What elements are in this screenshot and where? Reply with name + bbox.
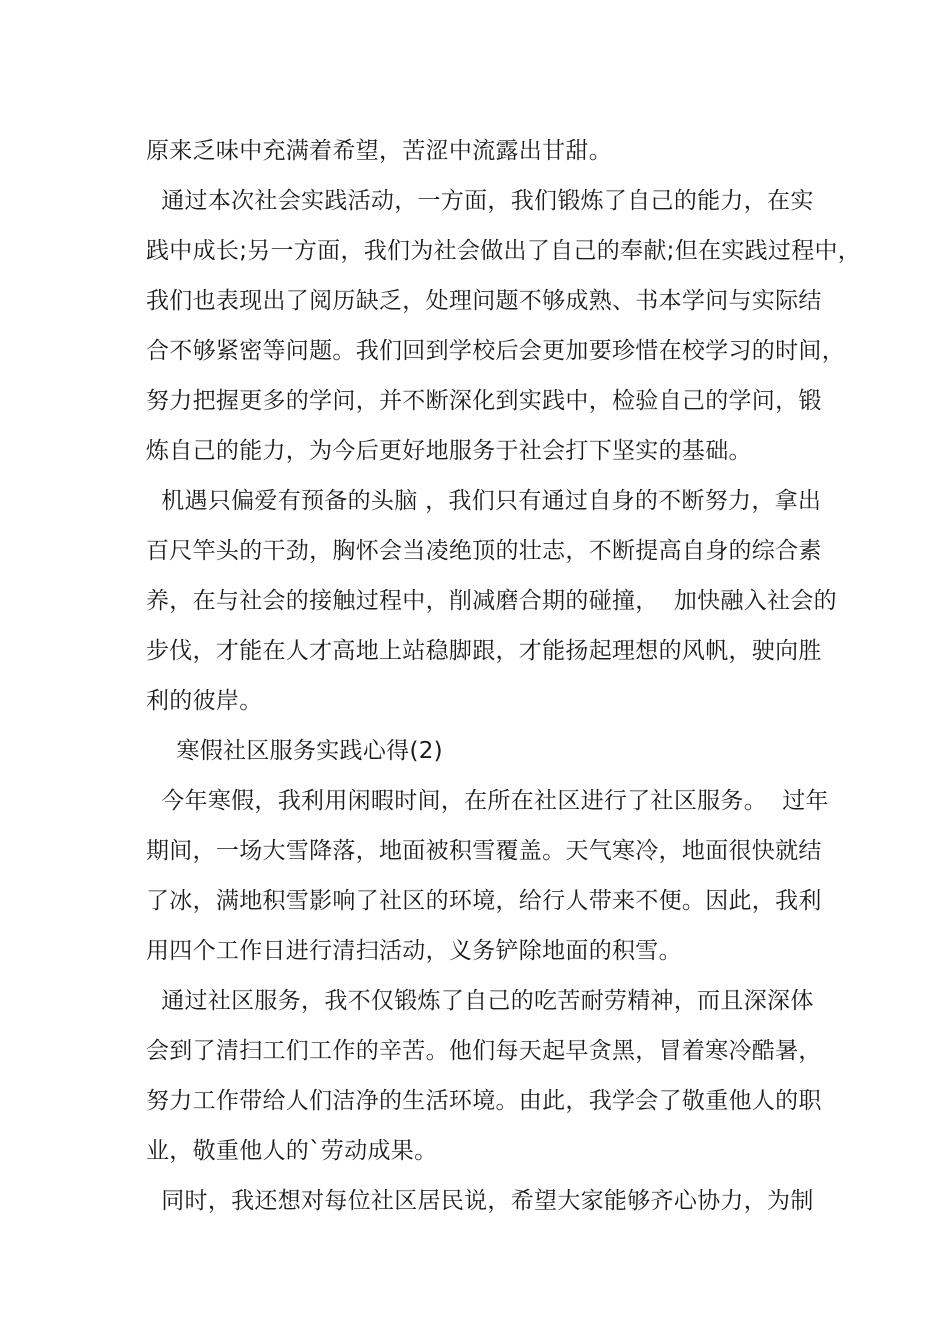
text-line: 炼自己的能力，为今后更好地服务于社会打下坚实的基础。 <box>146 438 752 464</box>
text-line: 期间，一场大雪降落，地面被积雪覆盖。天气寒冷，地面很快就结 <box>146 838 822 864</box>
text-line: 百尺竿头的干劲，胸怀会当凌绝顶的壮志，不断提高自身的综合素 <box>146 538 822 564</box>
section-heading: 寒假社区服务实践心得(2) <box>146 738 443 764</box>
text-line: 了冰，满地积雪影响了社区的环境，给行人带来不便。因此，我利 <box>146 888 822 914</box>
text-line: 我们也表现出了阅历缺乏，处理问题不够成熟、书本学问与实际结 <box>146 288 822 314</box>
text-line: 用四个工作日进行清扫活动，义务铲除地面的积雪。 <box>146 938 682 964</box>
text-line: 步伐，才能在人才高地上站稳脚跟，才能扬起理想的风帆，驶向胜 <box>146 638 822 664</box>
text-line: 今年寒假，我利用闲暇时间，在所在社区进行了社区服务。 过年 <box>146 788 829 814</box>
text-line: 原来乏味中充满着希望，苦涩中流露出甘甜。 <box>146 138 612 164</box>
text-line: 养，在与社会的接触过程中，削减磨合期的碰撞， 加快融入社会的 <box>146 588 837 614</box>
text-line: 同时，我还想对每位社区居民说，希望大家能够齐心协力，为制 <box>146 1188 814 1214</box>
text-line: 努力把握更多的学问，并不断深化到实践中，检验自己的学问，锻 <box>146 388 822 414</box>
text-line: 努力工作带给人们洁净的生活环境。由此，我学会了敬重他人的职 <box>146 1088 822 1114</box>
text-line: 践中成长;另一方面，我们为社会做出了自己的奉献;但在实践过程中， <box>146 238 862 264</box>
text-line: 通过本次社会实践活动，一方面，我们锻炼了自己的能力，在实 <box>146 188 814 214</box>
text-line: 合不够紧密等问题。我们回到学校后会更加要珍惜在校学习的时间， <box>146 338 845 364</box>
text-line: 通过社区服务，我不仅锻炼了自己的吃苦耐劳精神，而且深深体 <box>146 988 814 1014</box>
text-line: 会到了清扫工们工作的辛苦。他们每天起早贪黑，冒着寒冷酷暑， <box>146 1038 822 1064</box>
text-line: 业，敬重他人的`劳动成果。 <box>146 1138 438 1164</box>
text-line: 利的彼岸。 <box>146 688 263 714</box>
text-line: 机遇只偏爱有预备的头脑 ，我们只有通过自身的不断努力，拿出 <box>146 488 822 514</box>
